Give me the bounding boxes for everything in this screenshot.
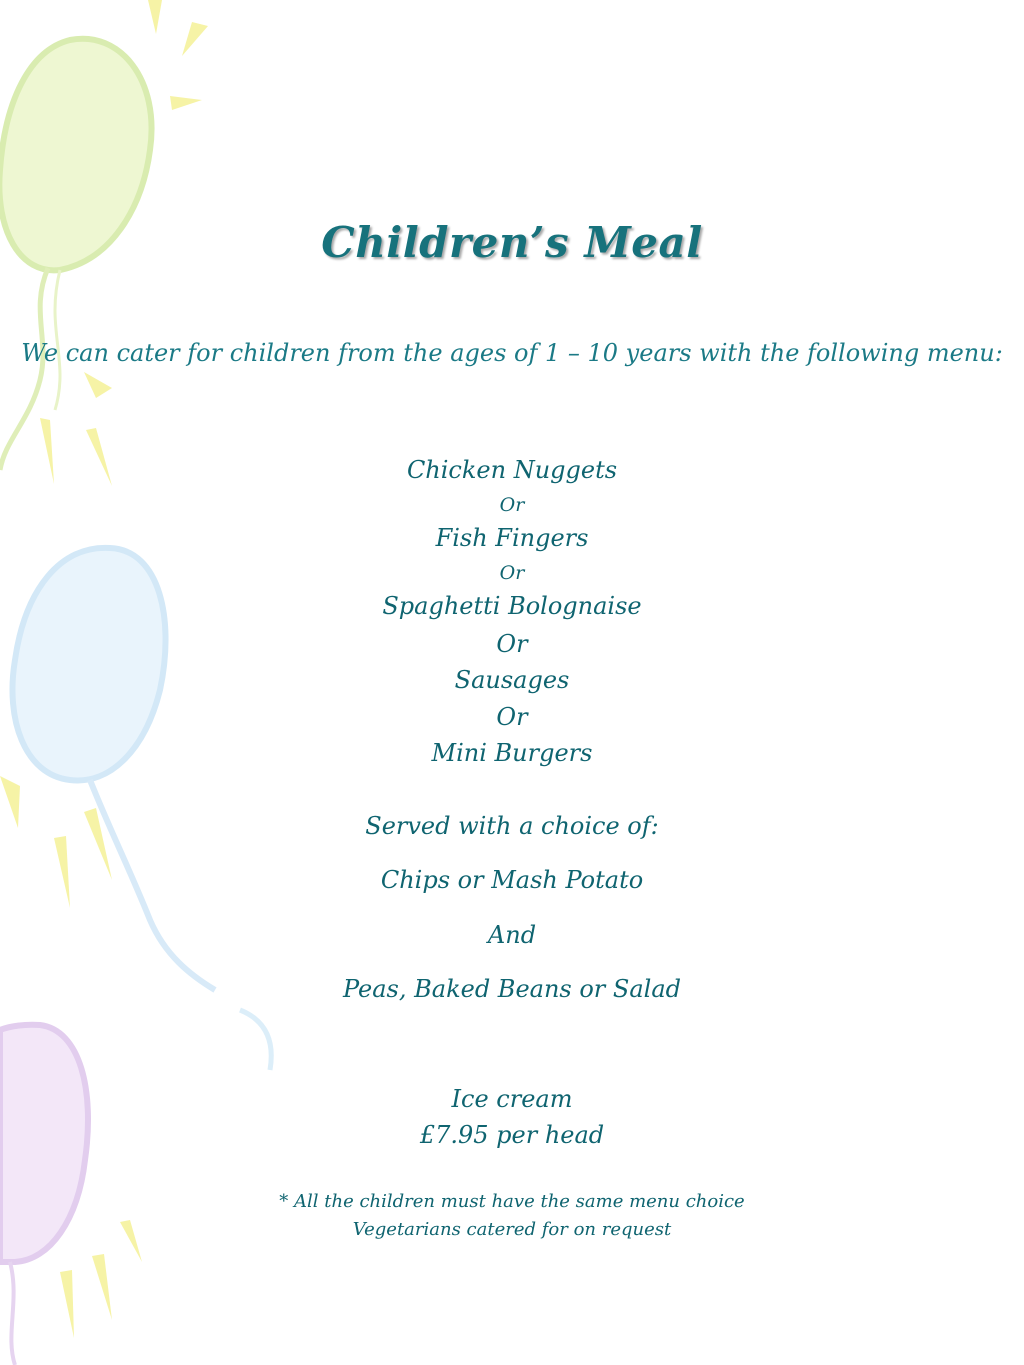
sides-vegetables: Peas, Baked Beans or Salad — [342, 975, 682, 1003]
sides-heading: Served with a choice of: — [365, 812, 659, 840]
menu-separator: Or — [496, 703, 528, 731]
menu-item: Chicken Nuggets — [406, 456, 618, 484]
dessert: Ice cream — [451, 1085, 573, 1113]
page-title: Children’s Meal — [321, 218, 703, 267]
menu-separator: Or — [499, 494, 525, 516]
footnote-same-choice: * All the children must have the same menu choice — [279, 1191, 745, 1212]
menu-item: Mini Burgers — [431, 739, 593, 767]
menu-separator: Or — [499, 562, 525, 584]
menu-separator: Or — [496, 630, 528, 658]
menu-item: Spaghetti Bolognaise — [382, 592, 642, 620]
intro-text: We can cater for children from the ages of 1 – 10 years with the following menu: — [21, 339, 1003, 367]
sides-potatoes: Chips or Mash Potato — [380, 866, 644, 894]
menu-item: Sausages — [454, 666, 570, 694]
menu-item: Fish Fingers — [435, 524, 589, 552]
footnote-vegetarians: Vegetarians catered for on request — [352, 1219, 672, 1240]
sides-joiner: And — [487, 921, 537, 949]
price: £7.95 per head — [419, 1121, 605, 1149]
